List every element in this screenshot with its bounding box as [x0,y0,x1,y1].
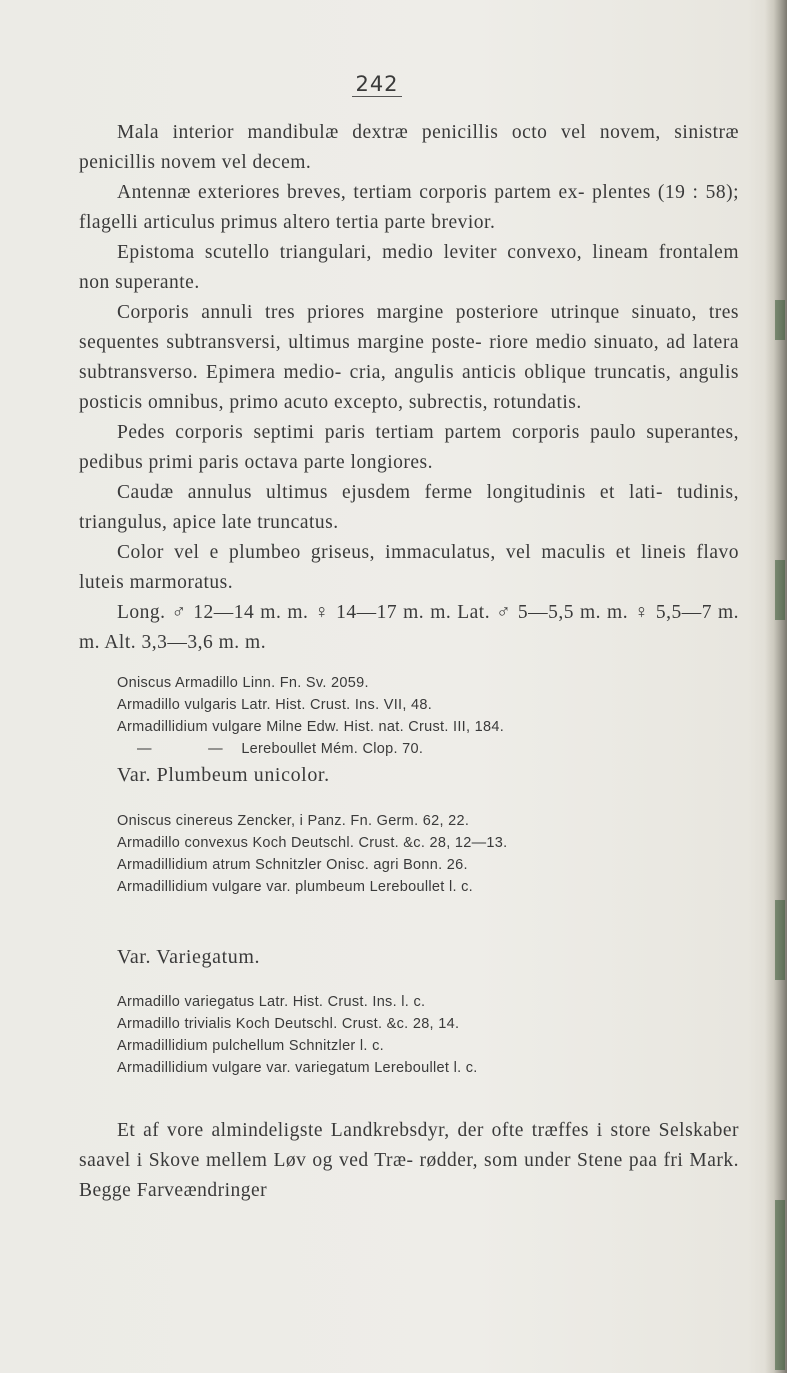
reference-line: Armadillo variegatus Latr. Hist. Crust. Ins. l. c. [117,994,426,1010]
paragraph-epistoma: Epistoma scutello triangulari, medio leviter convexo, lineam frontalem non superante. [79,242,739,293]
reference-line: Armadillo convexus Koch Deutschl. Crust. &c. 28, 12—13. [117,835,508,851]
reference-line: Oniscus cinereus Zencker, i Panz. Fn. Germ. 62, 22. [117,813,470,829]
edge-stain [775,300,785,340]
reference-line: Armadillo trivialis Koch Deutschl. Crust. &c. 28, 14. [117,1016,460,1032]
synonymy-main [117,672,757,760]
paragraph-mala: Mala interior mandibulæ dextræ penicillis octo vel novem, sinistræ penicillis novem vel decem. [79,122,739,173]
synonymy-plumbeum [117,810,757,898]
ditto-dash: — [137,741,152,757]
habitat-paragraph [79,1116,739,1206]
paragraph-pedes: Pedes corporis septimi paris tertiam partem corporis paulo superantes, pedibus primi paris octava parte longiores. [79,422,739,473]
reference-line: Armadillidium atrum Schnitzler Onisc. agri Bonn. 26. [117,857,468,873]
paragraph-caudae: Caudæ annulus ultimus ejusdem ferme longitudinis et lati- tudinis, triangulus, apice late truncatus. [79,482,739,533]
reference-text: Lereboullet Mém. Clop. 70. [241,741,424,757]
reference-line: Armadillidium vulgare var. plumbeum Lereboullet l. c. [117,879,473,895]
reference-line: Armadillidium vulgare Milne Edw. Hist. nat. Crust. III, 184. [117,719,505,735]
paragraph-measurements: Long. ♂ 12—14 m. m. ♀ 14—17 m. m. Lat. ♂ 5—5,5 m. m. ♀ 5,5—7 m. m. Alt. 3,3—3,6 m. m. [79,602,739,653]
edge-stain [775,900,785,980]
reference-line [117,738,757,760]
ditto-dash: — [208,741,223,757]
synonymy-variegatum [117,991,757,1079]
reference-line: Armadillidium vulgare var. variegatum Lereboullet l. c. [117,1060,478,1076]
paragraph-color: Color vel e plumbeo griseus, immaculatus, vel maculis et lineis flavo luteis marmoratus. [79,542,739,593]
page-number: 242 [352,72,402,97]
variety-heading-variegatum: Var. Variegatum. [117,946,261,968]
reference-line: Armadillo vulgaris Latr. Hist. Crust. Ins. VII, 48. [117,697,433,713]
page-edge-shadow [765,0,787,1373]
paragraph-corporis: Corporis annuli tres priores margine posteriore utrinque sinuato, tres sequentes subtransversi, ultimus margine poste- riore medio sinuato, ad latera subtransverso. Epimera medio- cria, angulis anticis oblique truncatis, angulis posticis omnibus, primo acuto excepto, subrectis, rotundatis. [79,302,739,413]
edge-stain [775,560,785,620]
edge-stain [775,1200,785,1370]
reference-line: Armadillidium pulchellum Schnitzler l. c. [117,1038,384,1054]
reference-line: Oniscus Armadillo Linn. Fn. Sv. 2059. [117,675,369,691]
variety-heading-plumbeum: Var. Plumbeum unicolor. [117,764,330,786]
species-description [79,118,739,658]
paragraph-habitat: Et af vore almindeligste Landkrebsdyr, der ofte træffes i store Selskaber saavel i Skove mellem Løv og ved Træ- rødder, som under Stene paa fri Mark. Begge Farveændringer [79,1120,739,1201]
paragraph-antennae: Antennæ exteriores breves, tertiam corporis partem ex- plentes (19 : 58); flagelli articulus primus altero tertia parte brevior. [79,182,739,233]
